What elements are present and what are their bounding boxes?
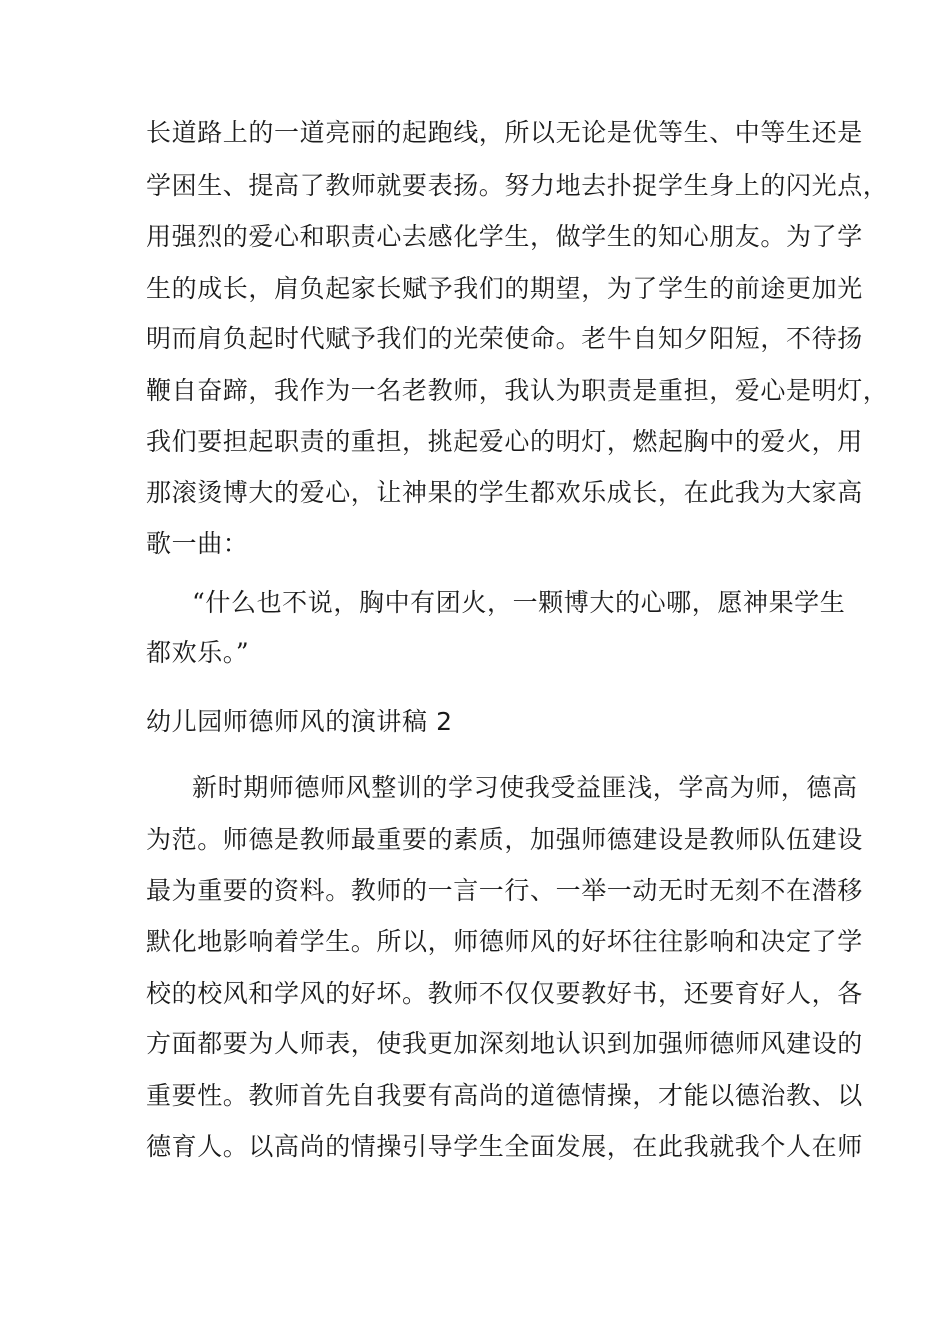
paragraph2-line-3: 最为重要的资料。教师的一言一行、一举一动无时无刻不在潜移	[146, 876, 863, 905]
section-heading: 幼儿园师德师风的演讲稿 2	[146, 707, 453, 736]
paragraph1-line-8: 那滚烫博大的爱心，让神果的学生都欢乐成长，在此我为大家高	[146, 478, 863, 507]
paragraph2-line-2: 为范。师德是教师最重要的素质，加强师德建设是教师队伍建设	[146, 825, 863, 854]
paragraph1-line-6: 鞭自奋蹄，我作为一名老教师，我认为职责是重担，爱心是明灯，	[146, 376, 889, 405]
paragraph2-line-7: 重要性。教师首先自我要有高尚的道德情操，才能以德治教、以	[146, 1081, 863, 1110]
quote-line-2: 都欢乐。”	[146, 638, 250, 667]
paragraph2-line-8: 德育人。以高尚的情操引导学生全面发展，在此我就我个人在师	[146, 1132, 863, 1161]
paragraph1-line-7: 我们要担起职责的重担，挑起爱心的明灯，燃起胸中的爱火，用	[146, 427, 863, 456]
paragraph1-line-1: 长道路上的一道亮丽的起跑线，所以无论是优等生、中等生还是	[146, 118, 863, 147]
paragraph2-line-4: 默化地影响着学生。所以，师德师风的好坏往往影响和决定了学	[146, 927, 863, 956]
paragraph2-line-5: 校的校风和学风的好坏。教师不仅仅要教好书，还要育好人，各	[146, 979, 863, 1008]
paragraph2-line-1: 新时期师德师风整训的学习使我受益匪浅，学高为师，德高	[192, 773, 858, 802]
paragraph1-line-5: 明而肩负起时代赋予我们的光荣使命。老牛自知夕阳短，不待扬	[146, 324, 863, 353]
quote-line-1: “什么也不说，胸中有团火，一颗博大的心哪，愿神果学生	[192, 588, 846, 617]
paragraph1-line-4: 生的成长，肩负起家长赋予我们的期望，为了学生的前途更加光	[146, 274, 863, 303]
paragraph1-line-9: 歌一曲：	[146, 529, 249, 558]
paragraph1-line-3: 用强烈的爱心和职责心去感化学生，做学生的知心朋友。为了学	[146, 222, 863, 251]
paragraph1-line-2: 学困生、提高了教师就要表扬。努力地去扑捉学生身上的闪光点，	[146, 171, 889, 200]
paragraph2-line-6: 方面都要为人师表，使我更加深刻地认识到加强师德师风建设的	[146, 1029, 863, 1058]
